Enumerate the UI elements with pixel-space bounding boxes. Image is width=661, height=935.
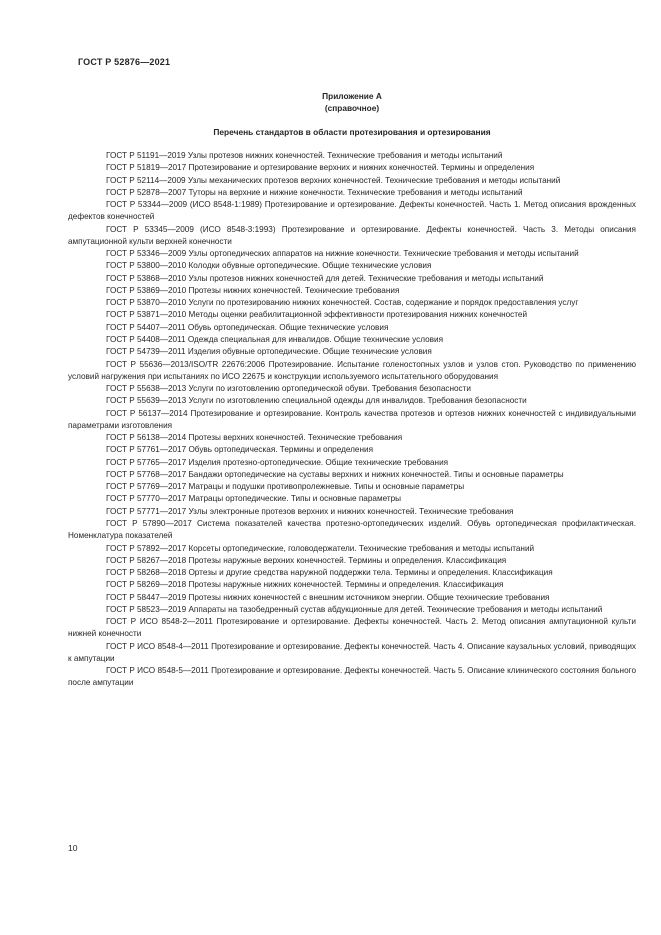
- standard-entry: ГОСТ Р 53868—2010 Узлы протезов нижних конечностей для детей. Технические требования и методы испытаний: [106, 273, 544, 283]
- standard-entry: ГОСТ Р 52878—2007 Туторы на верхние и нижние конечности. Технические требования и методы испытаний: [106, 187, 523, 197]
- standard-entry: ГОСТ Р 57892—2017 Корсеты ортопедические, головодержатели. Технические требования и методы испытаний: [106, 543, 535, 553]
- appendix-type: (справочное): [324, 103, 380, 114]
- standard-entry: ГОСТ Р 53345—2009 (ИСО 8548-3:1993) Протезирование и ортезирование. Дефекты конечностей. Часть 3. Методы описания ампутационной культи верхней конечности: [68, 224, 636, 246]
- standard-entry: ГОСТ Р 53800—2010 Колодки обувные ортопедические. Общие технические условия: [106, 261, 432, 271]
- standard-entry: ГОСТ Р 51191—2019 Узлы протезов нижних конечностей. Технические требования и методы испытаний: [106, 151, 503, 160]
- standard-entry: ГОСТ Р ИСО 8548-2—2011 Протезирование и ортезирование. Дефекты конечностей. Часть 2. Метод описания ампутационной культи нижней конечности: [68, 617, 636, 639]
- standard-entry: ГОСТ Р 58523—2019 Аппараты на тазобедренный сустав абдукционные для детей. Технические требования и методы испытаний: [106, 604, 603, 614]
- standard-entry: ГОСТ Р ИСО 8548-5—2011 Протезирование и ортезирование. Дефекты конечностей. Часть 5. Описание клинического состояния больного после ампутации: [68, 666, 636, 688]
- standard-entry: ГОСТ Р 55638—2013 Услуги по изготовлению ортопедической обуви. Требования безопасности: [106, 384, 471, 394]
- standard-entry: ГОСТ Р 54407—2011 Обувь ортопедическая. Общие технические условия: [106, 322, 389, 332]
- standard-entry: ГОСТ Р 56138—2014 Протезы верхних конечностей. Технические требования: [106, 433, 403, 443]
- standard-entry: ГОСТ Р 58268—2018 Ортезы и другие средства наружной поддержки тела. Термины и определения. Классификация: [106, 568, 553, 578]
- standard-entry: ГОСТ Р 58447—2019 Протезы нижних конечностей с внешним источником энергии. Общие технические требования: [106, 592, 550, 602]
- standard-entry: ГОСТ Р 57890—2017 Система показателей качества протезно-ортопедических изделий. Обувь ортопедическая профилактическая. Номенклатура показателей: [68, 518, 636, 541]
- standard-entry: ГОСТ Р 53346—2009 Узлы ортопедических аппаратов на нижние конечности. Технические требования и методы испытаний: [106, 249, 579, 259]
- standard-entry: ГОСТ Р 58267—2018 Протезы наружные верхних конечностей. Термины и определения. Классификация: [106, 555, 507, 565]
- standard-entry: ГОСТ Р 51819—2017 Протезирование и ортезирование верхних и нижних конечностей. Термины и определения: [106, 163, 535, 173]
- standard-entry: ГОСТ Р 53870—2010 Услуги по протезированию нижних конечностей. Состав, содержание и порядок предоставления услуг: [106, 298, 579, 308]
- standard-entry: ГОСТ Р 57765—2017 Изделия протезно-ортопедические. Общие технические требования: [106, 457, 449, 467]
- standard-entry: ГОСТ Р 53344—2009 (ИСО 8548-1:1989) Протезирование и ортезирование. Дефекты конечностей. Часть 1. Метод описания врожденных дефектов конечностей: [68, 200, 636, 222]
- standard-entry: ГОСТ Р 57770—2017 Матрацы ортопедические. Типы и основные параметры: [106, 494, 402, 504]
- standards-list: [68, 150, 636, 690]
- standard-entry: ГОСТ Р 53869—2010 Протезы нижних конечностей. Технические требования: [106, 285, 400, 295]
- standard-entry: ГОСТ Р 57761—2017 Обувь ортопедическая. Термины и определения: [106, 445, 374, 455]
- standard-entry: ГОСТ Р 53871—2010 Методы оценки реабилитационной эффективности протезирования нижних конечностей: [106, 310, 528, 320]
- standard-entry: ГОСТ Р 57771—2017 Узлы электронные протезов верхних и нижних конечностей. Технические требования: [106, 506, 514, 516]
- standard-entry: ГОСТ Р 52114—2009 Узлы механических протезов верхних конечностей. Технические требования и методы испытаний: [106, 175, 561, 185]
- document-header: ГОСТ Р 52876—2021: [78, 57, 171, 67]
- appendix-label: Приложение А: [322, 91, 382, 101]
- standard-entry: ГОСТ Р 54739—2011 Изделия обувные ортопедические. Общие технические условия: [106, 347, 432, 357]
- standard-entry: ГОСТ Р 55639—2013 Услуги по изготовлению специальной одежды для инвалидов. Требования безопасности: [106, 396, 527, 406]
- standard-entry: ГОСТ Р 54408—2011 Одежда специальная для инвалидов. Общие технические условия: [106, 334, 443, 344]
- section-title: Перечень стандартов в области протезирования и ортезирования: [213, 127, 491, 137]
- standard-entry: ГОСТ Р 56137—2014 Протезирование и ортезирование. Контроль качества протезов и ортезов нижних конечностей с индивидуальными параметрами изготовления: [68, 408, 636, 430]
- standard-entry: ГОСТ Р 57768—2017 Бандажи ортопедические на суставы верхних и нижних конечностей. Типы и основные параметры: [106, 469, 564, 479]
- appendix-heading: [68, 90, 636, 115]
- standard-entry: ГОСТ Р 57769—2017 Матрацы и подушки противопролежневые. Типы и основные параметры: [106, 482, 465, 492]
- standard-entry: ГОСТ Р 58269—2018 Протезы наружные нижних конечностей. Термины и определения. Классификация: [106, 580, 504, 590]
- standard-entry: ГОСТ Р 55636—2013/ISO/TR 22676:2006 Протезирование. Испытание голеностопных узлов и узлов стоп. Руководство по применению условий нагружения при испытаниях по ИСО 22675 и конструкции используемого испытательного оборудования: [68, 359, 636, 381]
- standard-entry: ГОСТ Р ИСО 8548-4—2011 Протезирование и ортезирование. Дефекты конечностей. Часть 4. Описание каузальных условий, приводящих к ампутации: [68, 641, 636, 663]
- page-number: 10: [68, 843, 78, 853]
